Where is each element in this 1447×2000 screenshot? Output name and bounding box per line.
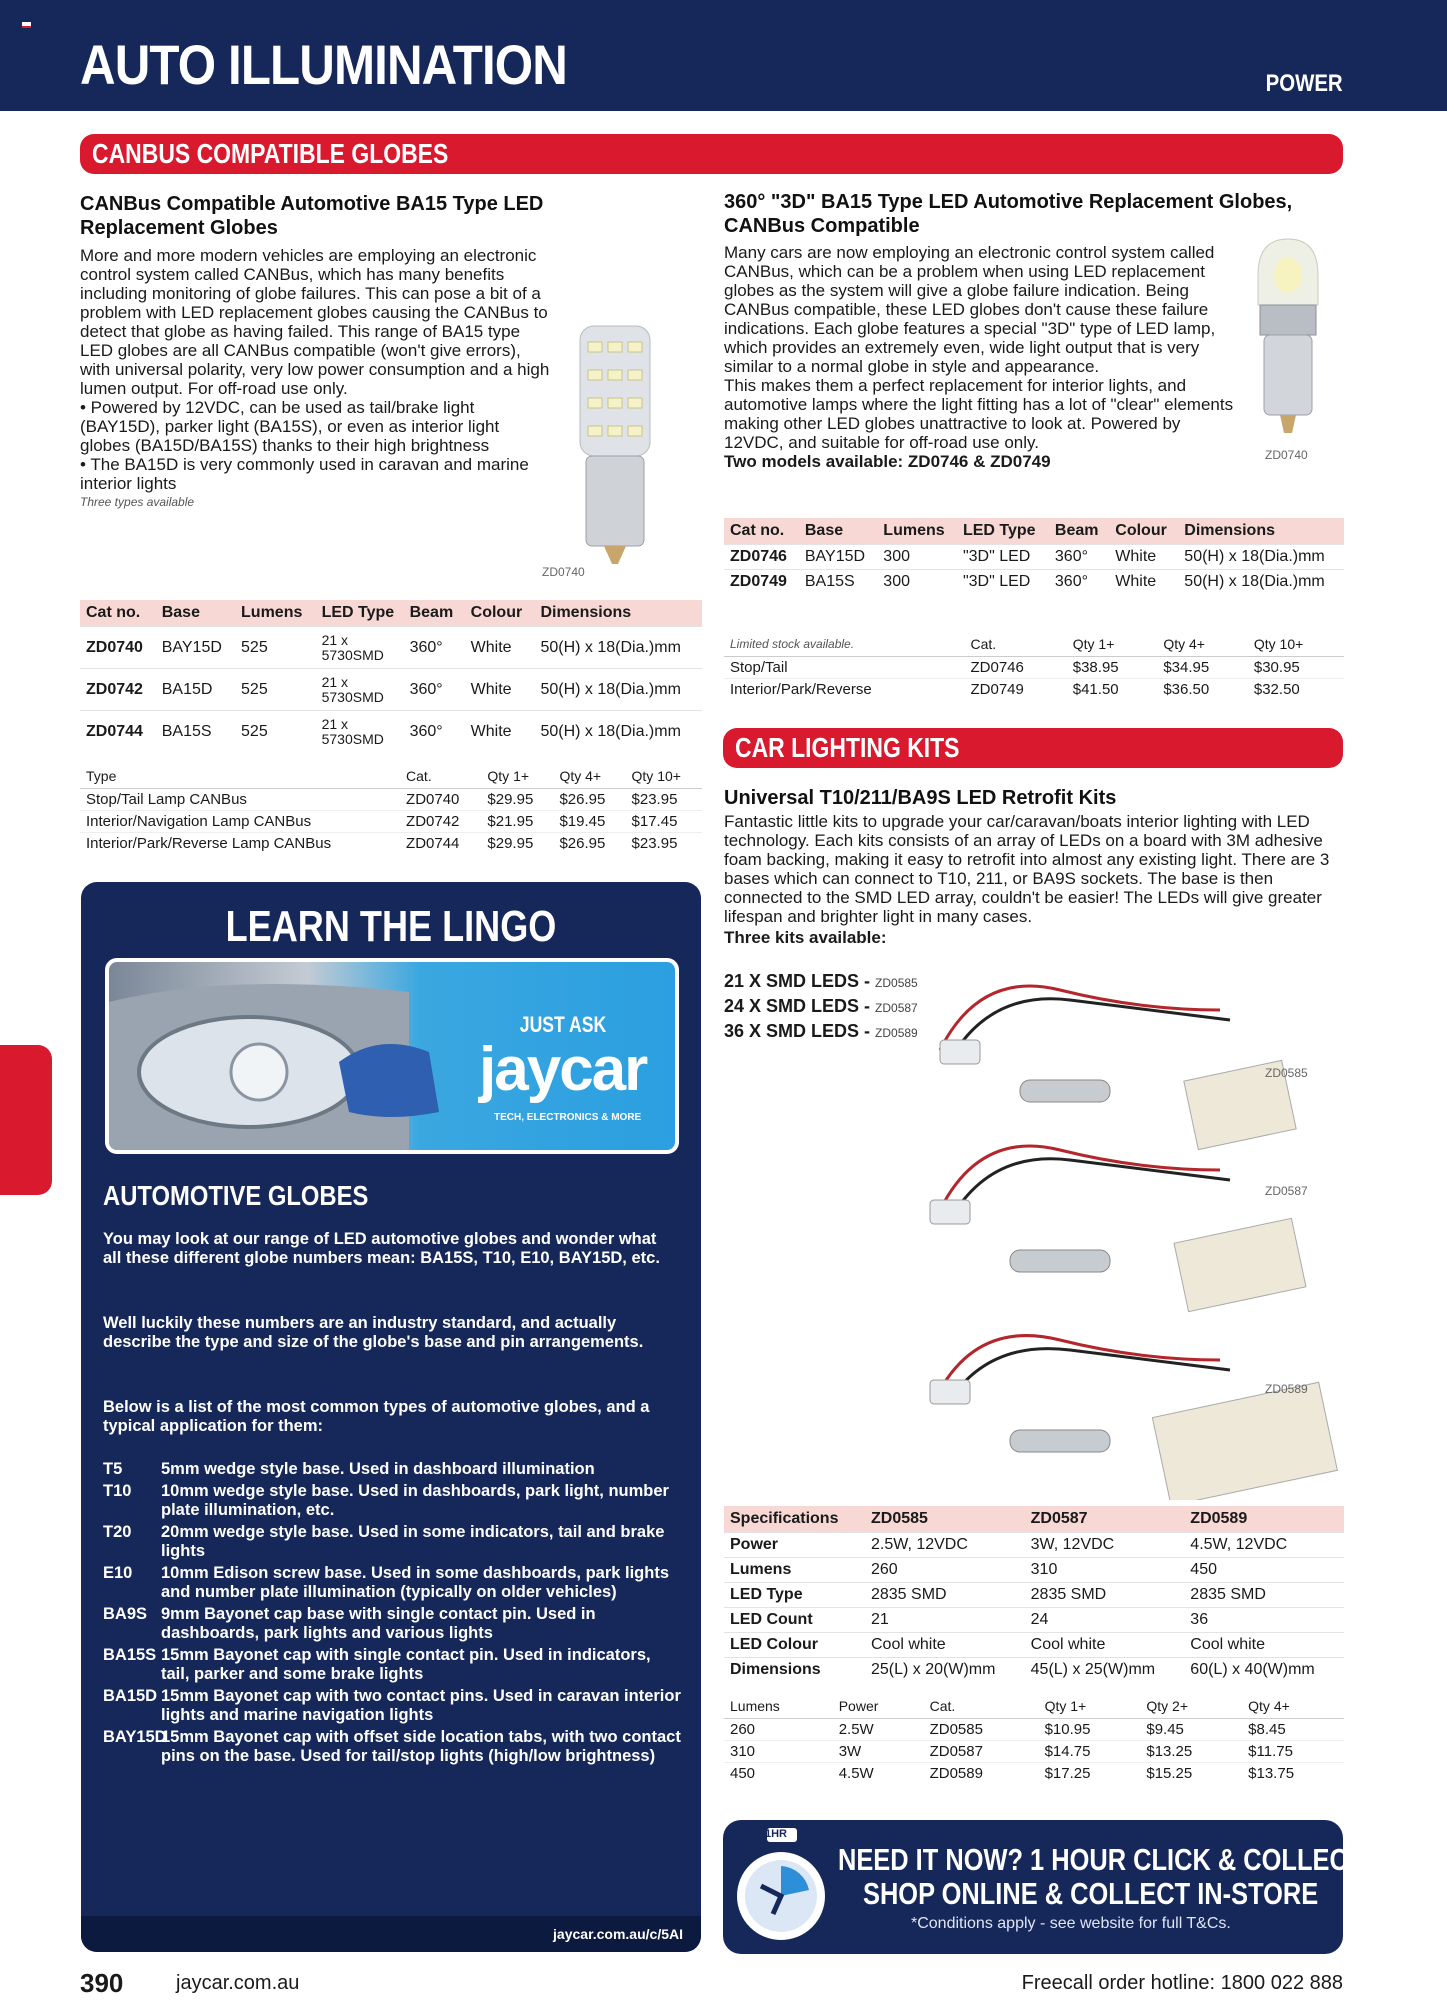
kits-product-desc: Fantastic little kits to upgrade your car/caravan/boats interior lighting with LED technology. Each kits consists of an array of LEDs on a board with 3M adhesive foam backing, making it easy to retrofit into almost any existing light. There are 3 bases which can connect to T10, 211, or BA9S sockets. The base is then connected to the SMD LED array, couldn't be easier! The LEDs will give greater lifespan and brighter light in many cases. Three kits available: [724, 812, 1330, 947]
list-item: 36 X SMD LEDS - ZD0589 [724, 1021, 918, 1041]
3d-globe-product-title: 360° "3D" BA15 Type LED Automotive Replacement Globes, CANBus Compatible [724, 191, 1293, 237]
table-row: LED Count 21 24 36 [724, 1608, 1344, 1633]
footer-site-link[interactable]: jaycar.com.au [176, 1972, 300, 1994]
3d-globe-product-desc: Many cars are now employing an electronic control system called CANBus, which can be a problem when using LED replacement globes as the system will give a globe failure indication. Being CANBus compatible, these LED globes don't cause these failure indications. Each globe features a special "3D" type of LED lamp, which provides an extremely even, wide light output that is very similar to a normal globe in style and appearance. This makes them a perfect replacement for interior lights, and automotive lamps where the light fitting has a lot of "clear" elements making other LED globes unattractive to look at. Powered by 12VDC, and suitable for off-road use only. Two models available: ZD0746 & ZD0749 [724, 243, 1234, 471]
list-item: 24 X SMD LEDS - ZD0587 [724, 996, 918, 1016]
jaycar-banner-image [105, 958, 679, 1154]
automotive-globes-heading: AUTOMOTIVE GLOBES [103, 1180, 369, 1211]
flag-icon [22, 22, 31, 28]
kit-zd0587 [930, 1146, 1306, 1312]
kit-zd0589 [930, 1336, 1337, 1500]
table-row: Stop/Tail Lamp CANBus ZD0740 $29.95 $26.95 $23.95 [80, 789, 702, 811]
canbus-section-bar: CANBUS COMPATIBLE GLOBES [80, 134, 1343, 174]
just-ask-text: JUST ASK [519, 1012, 607, 1037]
list-item: E10 10mm Edison screw base. Used in some dashboards, park lights and number plate illumination (typically on older vehicles) [103, 1564, 670, 1601]
1hr-badge: 1HR [765, 1828, 788, 1840]
3d-globe-price-table: Limited stock available. Cat. Qty 1+ Qty 4+ Qty 10+ Stop/Tail ZD0746 $38.95 $34.95 $30.95 Interior/Park/Reverse ZD0749 $41.50 $36.50 $32.50 [724, 632, 1344, 700]
list-item: BA15D 15mm Bayonet cap with two contact pins. Used in caravan interior lights and marine navigation lights [103, 1687, 681, 1724]
spec-header-row: Cat no. Base Lumens LED Type Beam Colour Dimensions [80, 600, 702, 627]
promo-line2: SHOP ONLINE & COLLECT IN-STORE [863, 1876, 1319, 1911]
kits-product-title: Universal T10/211/BA9S LED Retrofit Kits [724, 787, 1117, 809]
side-tab [0, 1045, 52, 1195]
table-row: Interior/Park/Reverse Lamp CANBus ZD0744 $29.95 $26.95 $23.95 [80, 833, 702, 855]
ba15-globe-image [570, 318, 660, 568]
kits-spec-table: Specifications ZD0585 ZD0587 ZD0589 Power 2.5W, 12VDC 3W, 12VDC 4.5W, 12VDC Lumens 260 310 450 LED Type 2835 SMD 2835 SMD 2835 SMD LED Count 21 24 36 LED Colour Cool white Cool white Cool white Dimensions 25(L) x 20(W)mm 45(L) x 25(W)mm 60(L) x 40(W)mm [724, 1506, 1344, 1682]
table-row: ZD0742 BA15D 525 21 x 5730SMD 360° White 50(H) x 18(Dia.)mm [80, 669, 702, 711]
table-row: ZD0749 BA15S 300 "3D" LED 360° White 50(H) x 18(Dia.)mm [724, 570, 1344, 595]
footer-hotline: Freecall order hotline: 1800 022 888 [1021, 1972, 1343, 1994]
table-row: Power 2.5W, 12VDC 3W, 12VDC 4.5W, 12VDC [724, 1533, 1344, 1558]
lingo-paragraph: Well luckily these numbers are an industry standard, and actually describe the type and size of the globe's base and pin arrangements. [103, 1314, 644, 1351]
table-row: ZD0744 BA15S 525 21 x 5730SMD 360° White 50(H) x 18(Dia.)mm [80, 711, 702, 753]
kit-caption: ZD0589 [1265, 1382, 1308, 1396]
table-row: Lumens 260 310 450 [724, 1558, 1344, 1583]
table-row: Interior/Park/Reverse ZD0749 $41.50 $36.50 $32.50 [724, 679, 1344, 701]
table-row: 450 4.5W ZD0589 $17.25 $15.25 $13.75 [724, 1763, 1344, 1785]
list-item: T20 20mm wedge style base. Used in some indicators, tail and brake lights [103, 1523, 665, 1560]
section-label: POWER [1265, 70, 1343, 97]
stopwatch-icon [731, 1826, 831, 1950]
promo-line1: NEED IT NOW? 1 HOUR CLICK & COLLECT [838, 1842, 1364, 1877]
list-item: BA15S 15mm Bayonet cap with single contact pin. Used in indicators, tail, parker and some brake lights [103, 1646, 651, 1683]
lingo-url-link[interactable]: jaycar.com.au/c/5AI [553, 1926, 683, 1942]
lingo-paragraph: You may look at our range of LED automotive globes and wonder what all these different globe numbers mean: BA15S, T10, E10, BAY15D, etc. [103, 1230, 660, 1267]
table-row: 260 2.5W ZD0585 $10.95 $9.45 $8.45 [724, 1719, 1344, 1741]
globe-image-caption: ZD0740 [542, 565, 585, 579]
kit-caption: ZD0585 [1265, 1066, 1308, 1080]
promo-conditions: *Conditions apply - see website for full T&Cs. [911, 1915, 1231, 1932]
click-collect-promo[interactable] [723, 1820, 1364, 1954]
kit-list [724, 970, 918, 1045]
table-row: ZD0746 BAY15D 300 "3D" LED 360° White 50(H) x 18(Dia.)mm [724, 545, 1344, 570]
kits-price-table: Lumens Power Cat. Qty 1+ Qty 2+ Qty 4+ 260 2.5W ZD0585 $10.95 $9.45 $8.45 310 3W ZD0587 $14.75 $13.25 $11.75 450 4.5W ZD0589 $17.25 $15.25 $13.75 [724, 1694, 1344, 1784]
lingo-title: LEARN THE LINGO [225, 902, 557, 951]
table-row: ZD0740 BAY15D 525 21 x 5730SMD 360° White 50(H) x 18(Dia.)mm [80, 627, 702, 669]
table-row: Dimensions 25(L) x 20(W)mm 45(L) x 25(W)mm 60(L) x 40(W)mm [724, 1658, 1344, 1683]
learn-the-lingo-panel [81, 882, 701, 1952]
table-row: LED Colour Cool white Cool white Cool white [724, 1633, 1344, 1658]
kit-caption: ZD0587 [1265, 1184, 1308, 1198]
car-lighting-kits-bar: CAR LIGHTING KITS [723, 728, 1343, 768]
globe-type-list [103, 1460, 683, 1769]
page-title: AUTO ILLUMINATION [80, 33, 567, 96]
list-item: 21 X SMD LEDS - ZD0585 [724, 971, 918, 991]
3d-globe-image-caption: ZD0740 [1265, 448, 1308, 462]
3d-globe-spec-table: Cat no. Base Lumens LED Type Beam Colour Dimensions ZD0746 BAY15D 300 "3D" LED 360° White 50(H) x 18(Dia.)mm ZD0749 BA15S 300 "3D" LED 360° White 50(H) x 18(Dia.)mm [724, 518, 1344, 594]
jaycar-tagline: TECH, ELECTRONICS & MORE [494, 1112, 642, 1123]
kit-zd0585 [940, 986, 1296, 1150]
led-kits-image [920, 970, 1350, 1500]
canbus-price-table: Type Cat. Qty 1+ Qty 4+ Qty 10+ Stop/Tail Lamp CANBus ZD0740 $29.95 $26.95 $23.95 Interior/Navigation Lamp CANBus ZD0742 $21.95 $19.45 $17.45 Interior/Park/Reverse Lamp CANBus ZD0744 $29.95 $26.95 $23.95 [80, 764, 702, 854]
list-item: BAY15D 15mm Bayonet cap with offset side location tabs, with two contact pins on the base. Used for tail/stop lights (high/low brightness) [103, 1728, 681, 1765]
canbus-spec-table [80, 600, 702, 753]
table-row: LED Type 2835 SMD 2835 SMD 2835 SMD [724, 1583, 1344, 1608]
page-number: 390 [80, 1968, 124, 1998]
canbus-product-desc: More and more modern vehicles are employing an electronic control system called CANBus, which has many benefits including monitoring of globe failures. This can pose a bit of a problem with LED replacement globes causing the CANBus to detect that globe as having failed. This range of BA15 type LED globes are all CANBus compatible (won't give errors), with universal polarity, very low power consumption and a high lumen output. For off-road use only. • Powered by 12VDC, can be used as tail/brake light (BAY15D), parker light (BA15S), or even as interior light globes (BA15D/BA15S) thanks to their high brightness • The BA15D is very commonly used in caravan and marine interior lights Three types available [80, 246, 550, 509]
list-item: BA9S 9mm Bayonet cap base with single contact pin. Used in dashboards, park lights and various lights [103, 1605, 596, 1642]
table-row: 310 3W ZD0587 $14.75 $13.25 $11.75 [724, 1741, 1344, 1763]
3d-globe-image [1248, 235, 1328, 440]
jaycar-logo: jaycar [479, 1035, 647, 1104]
list-item: T5 5mm wedge style base. Used in dashboard illumination [103, 1460, 595, 1478]
table-row: Interior/Navigation Lamp CANBus ZD0742 $21.95 $19.45 $17.45 [80, 811, 702, 833]
canbus-product-title: CANBus Compatible Automotive BA15 Type LED Replacement Globes [80, 193, 544, 239]
page-header [0, 0, 1447, 111]
lingo-paragraph: Below is a list of the most common types of automotive globes, and a typical application for them: [103, 1398, 650, 1435]
list-item: T10 10mm wedge style base. Used in dashboards, park light, number plate illumination, etc. [103, 1482, 669, 1519]
table-row: Stop/Tail ZD0746 $38.95 $34.95 $30.95 [724, 657, 1344, 679]
